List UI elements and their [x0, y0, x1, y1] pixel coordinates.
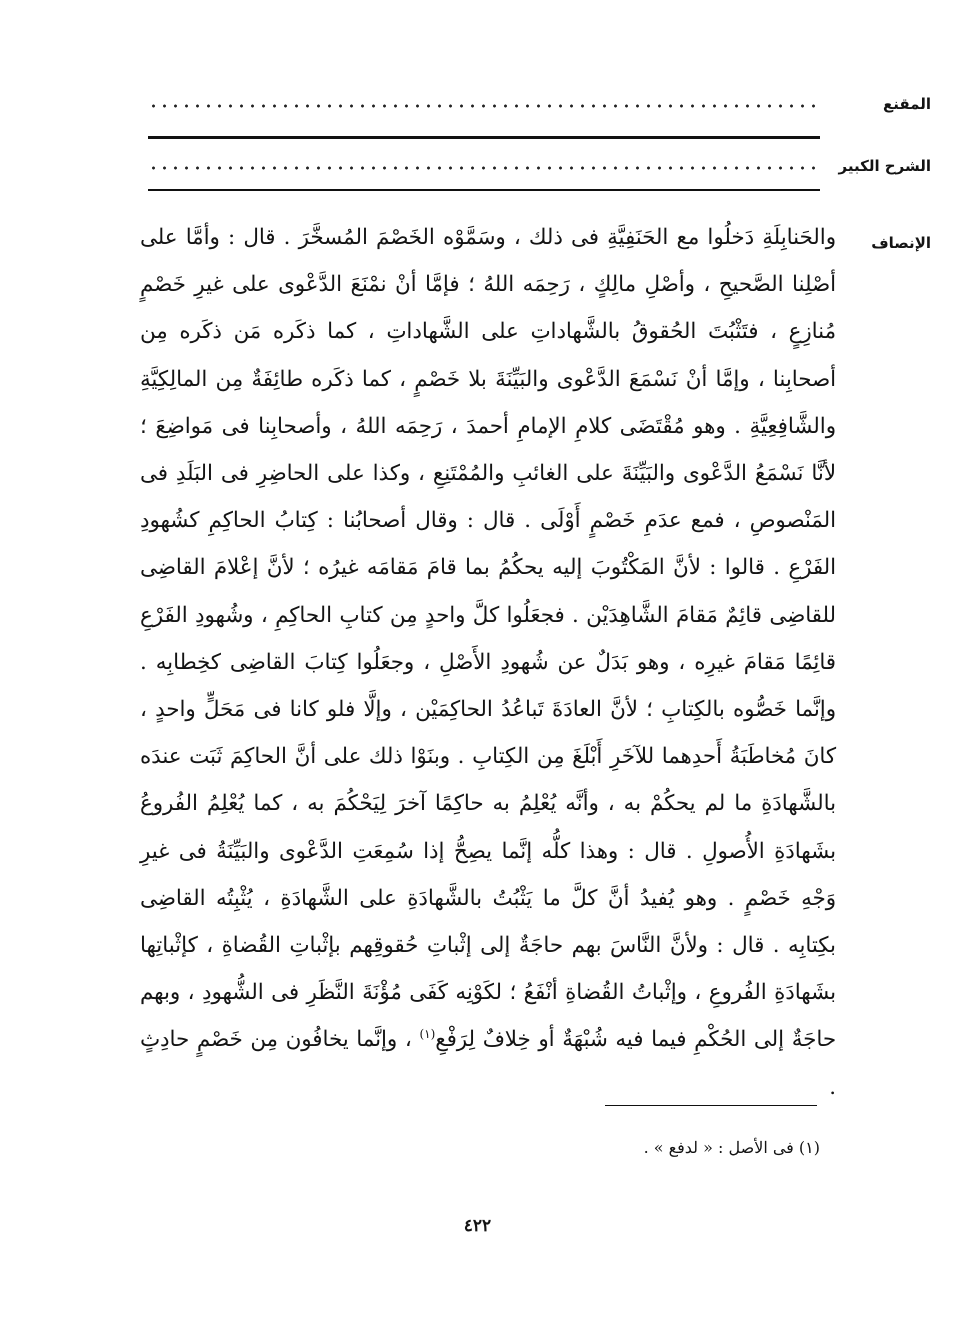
muqni-dotted-line [148, 104, 818, 108]
header-rule-thick [148, 136, 820, 139]
main-text [140, 214, 836, 1111]
header-rule-thin [148, 189, 820, 191]
main-paragraph-end: ، وإنَّما يخافُون مِن خَصْمٍ حادِثٍ . [140, 1027, 836, 1100]
sharh-label: الشرح الكبير [838, 157, 931, 175]
muqni-label: المقنع [883, 95, 931, 113]
footnote: (١) فى الأصل : « لدفع » . [643, 1138, 820, 1157]
page-number: ٤٢٢ [463, 1216, 492, 1236]
main-paragraph [140, 214, 836, 1111]
footnote-separator [605, 1105, 817, 1106]
main-paragraph-text: والحَنابِلَةِ دَخلُوا مع الحَنَفِيَّةِ فى ذلك ، وسَمَّوْه الخَصْمَ المُسخَّرَ . قال : وأمَّا على أصْلِنا الصَّحيحِ ، وأصْلِ مالِكٍ ، رَحِمَه اللهُ ؛ فإمَّا أنْ نمْنَعَ الدَّعْوى على غيرِ خَصْمٍ مُنازِعٍ ، فتَثْبُتَ الحُقوقُ بالشَّهاداتِ على الشَّهاداتِ ، كما ذكَره مَن ذكَره مِن أصحابِنا ، وإمَّا أنْ نَسْمَعَ الدَّعْوى والبَيِّنَةَ بلا خَصْمٍ ، كما ذكَره طائِفَةٌ مِن المالِكِيَّةِ والشَّافِعِيَّةِ . وهو مُقْتَضَى كلامِ الإمامِ أحمدَ ، رَحِمَه اللهُ ، وأصحابِنا فى مَواضِعَ ؛ لأنَّا نَسْمَعُ الدَّعْوى والبَيِّنَةَ على الغائبِ والمُمْتَنِعِ ، وكذا على الحاضِرِ فى البَلَدِ فى المَنْصوصِ ، فمع عدَمِ خَصْمٍ أَوْلَى . قال : وقال أصحابُنا : كِتابُ الحاكِمِ كشُهودِ الفَرْعِ . قالوا : لأنَّ المَكْتُوبَ إليه يحكُمُ بما قامَ مَقامَه غيرُه ؛ لأنَّ إعْلامَ القاضِى للقاضِى قائِمٌ مَقامَ الشَّاهِدَيْن . فجعَلُوا كلَّ واحدٍ مِن كتابِ الحاكِمِ ، وشُهودِ الفَرْعِ قائِمًا مَقامَ غيرِه ، وهو بَدَلٌ عن شُهودِ الأَصْلِ ، وجعَلُوا كِتابَ القاضِى كخِطابِه . وإنَّما خَصُّوه بالكِتابِ ؛ لأنَّ العادَةَ تَباعُدُ الحاكِمَيْن ، وإلَّا فلو كانا فى مَحَلٍّ واحدٍ ، كانَ مُخاطَبَةُ أَحدِهما للآخَرِ أَبْلَغَ مِن الكِتابِ . وبنَوْا ذلك على أنَّ الحاكِمَ ثَبَت عندَه بالشَّهادَةِ ما لم يحكُمْ به ، وأنَّه يُعْلِمُ به حاكِمًا آخرَ لِيَحْكُمَ به ، كما يُعْلِمُ الفُروعُ بشَهادَةِ الأُصولِ . قال : وهذا كلُّه إنَّما يصِحُّ إذا سُمِعَتِ الدَّعْوى والبَيِّنَةُ فى غيرِ وَجْهِ خَصْمٍ . وهو يُفيدُ أنَّ كلَّ ما يَثْبُتُ بالشَّهادَةِ على الشَّهادَةِ ، يُثْبِتُه القاضِى بكِتابِه . قال : ولأنَّ النَّاسَ بهم حاجَةٌ إلى إثْباتِ حُقوقِهم بإثْباتِ القُضاةِ ، كإثْباتِها بشَهادَةِ الفُروعِ ، وإثْباتُ القُضاةِ أنْفَعُ ؛ لكَوْنِه كَفَى مُؤْنَةَ النَّظَرِ فى الشُّهودِ ، وبهم حاجَةٌ إلى الحُكْمِ فيما فيه شُبْهَةٌ أو خِلافٌ لِرَفْعِ [140, 225, 836, 1053]
insaf-label: الإنصاف [871, 234, 931, 252]
footnote-reference: (١) [419, 1027, 436, 1042]
sharh-dotted-line [148, 166, 818, 170]
